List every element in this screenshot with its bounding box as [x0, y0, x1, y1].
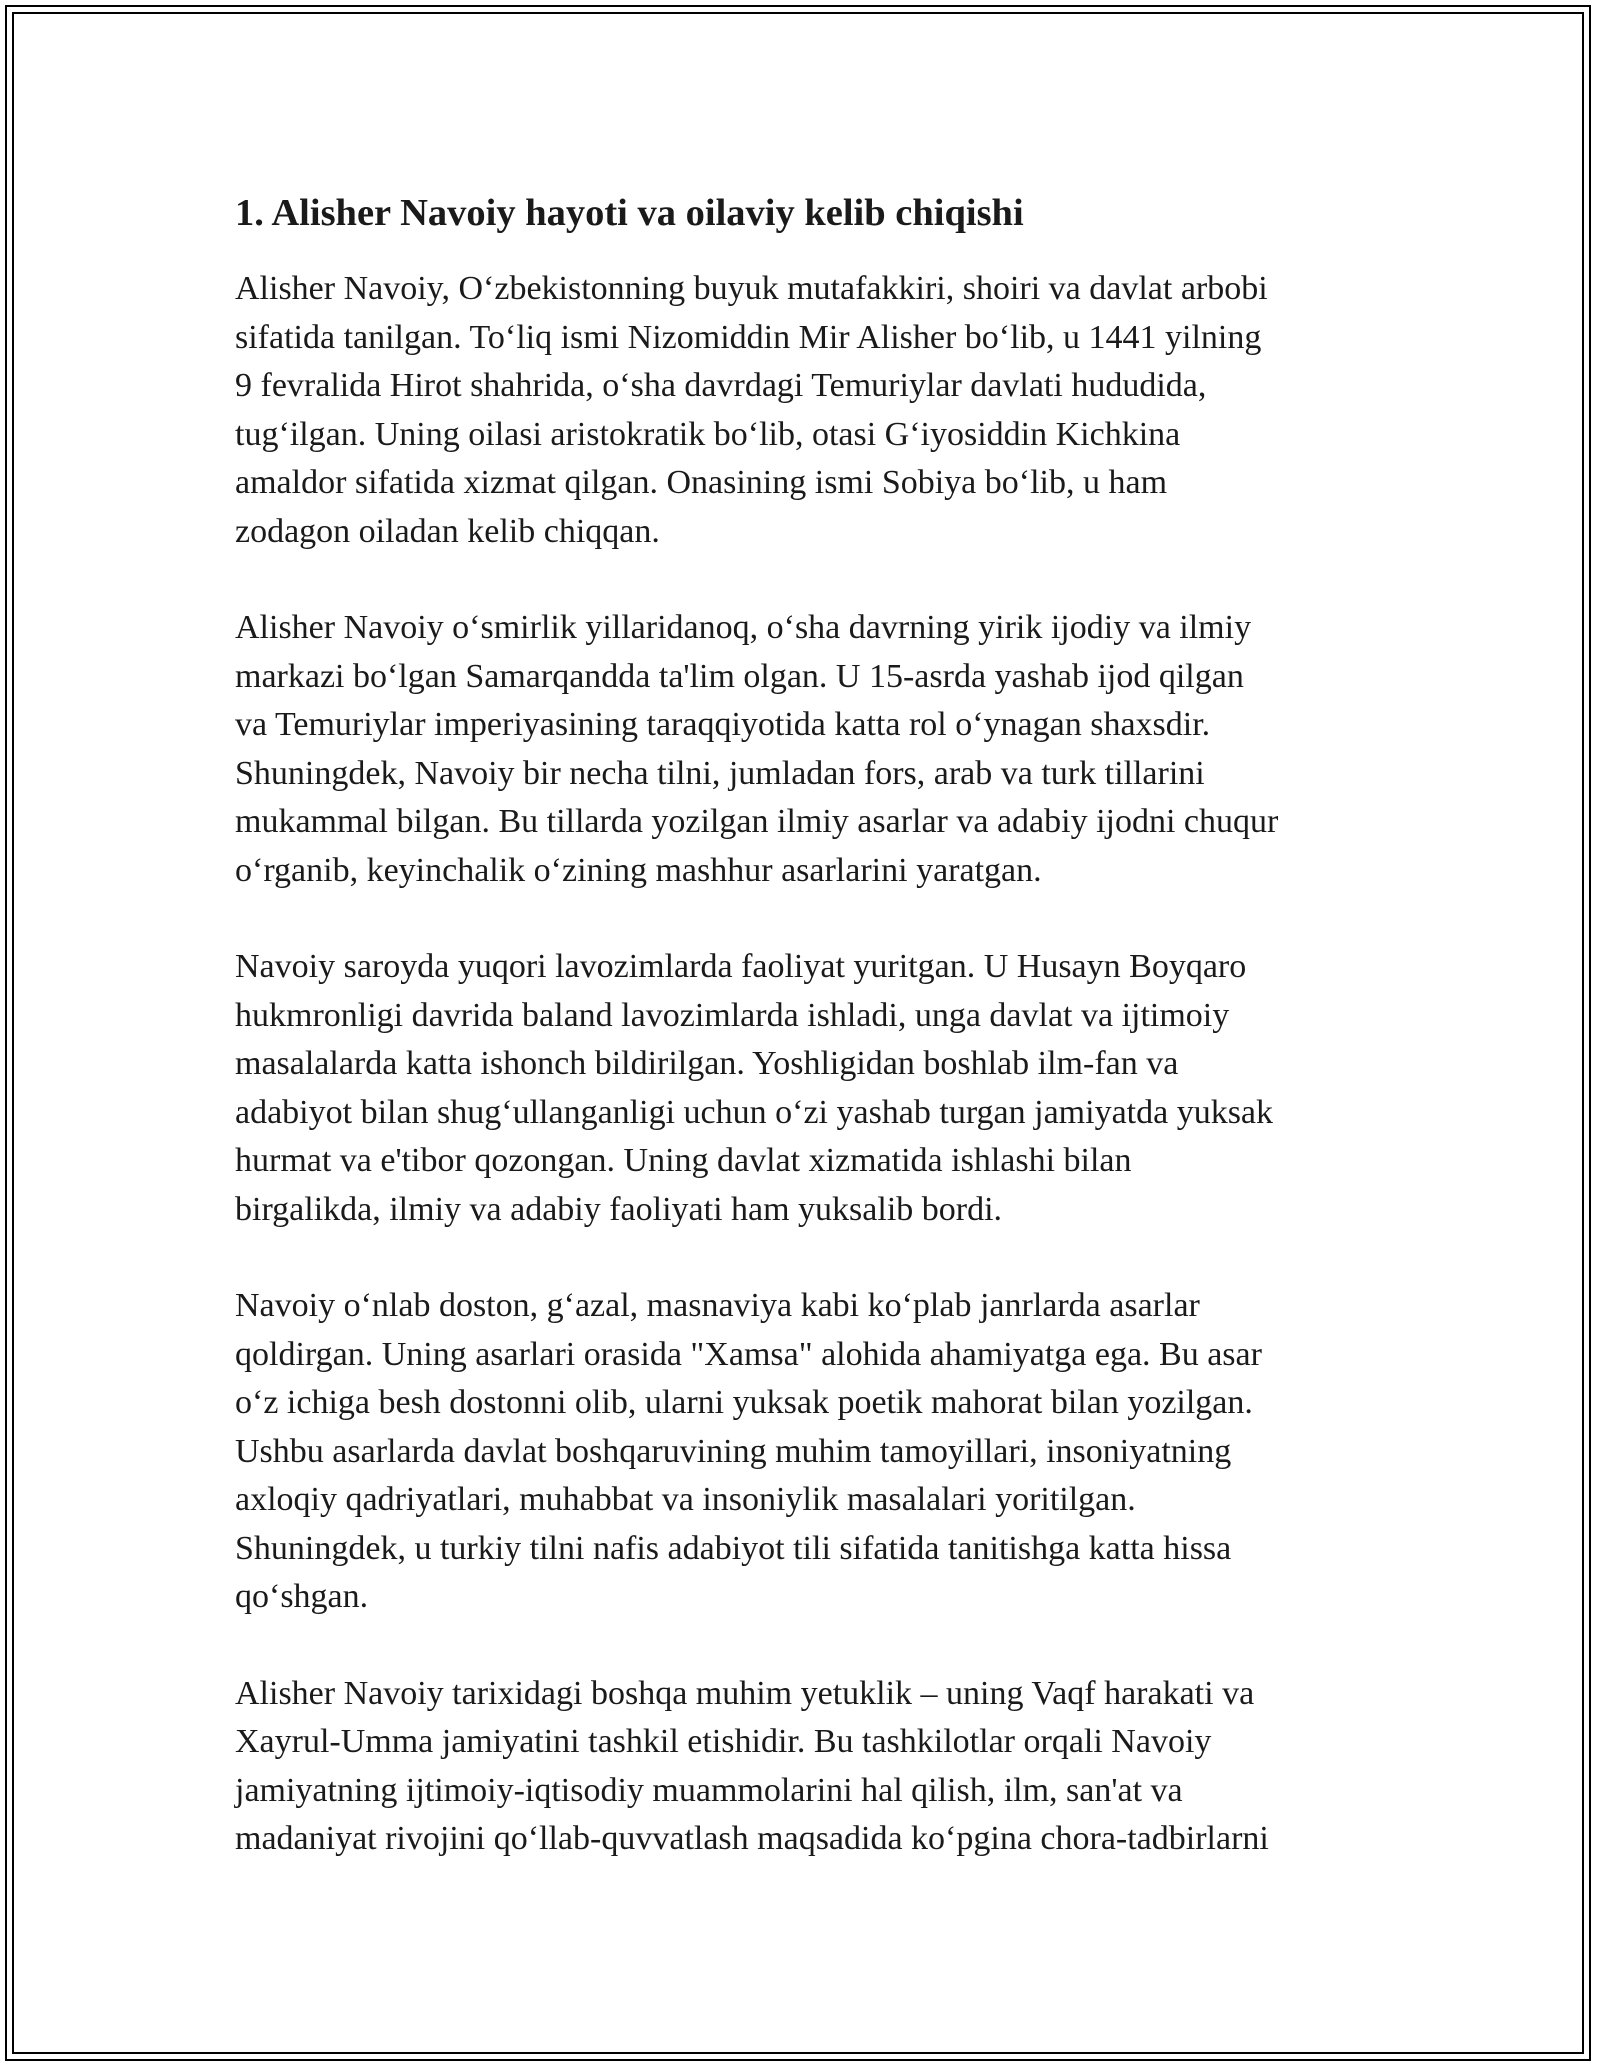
paragraph-5 [235, 1670, 1375, 1864]
text-line: Shuningdek, u turkiy tilni nafis adabiyot tili sifatida tanitishga katta hissa [235, 1529, 1232, 1567]
text-line: qoʻshgan. [235, 1578, 369, 1615]
text-line: markazi boʻlgan Samarqandda ta'lim olgan. U 15-asrda yashab ijod qilgan [235, 657, 1244, 695]
text-line: qoldirgan. Uning asarlari orasida "Xamsa" alohida ahamiyatga ega. Bu asar [235, 1335, 1262, 1373]
text-line: Alisher Navoiy oʻsmirlik yillaridanoq, oʻsha davrning yirik ijodiy va ilmiy [235, 609, 1252, 646]
text-line: jamiyatning ijtimoiy-iqtisodiy muammolarini hal qilish, ilm, san'at va [235, 1771, 1183, 1809]
text-line: hukmronligi davrida baland lavozimlarda ishladi, unga davlat va ijtimoiy [235, 996, 1230, 1034]
text-line: tugʻilgan. Uning oilasi aristokratik boʻlib, otasi Gʻiyosiddin Kichkina [235, 415, 1181, 453]
text-line: 9 fevralida Hirot shahrida, oʻsha davrdagi Temuriylar davlati hududida, [235, 367, 1207, 404]
paragraph-4 [235, 1282, 1375, 1622]
text-line: axloqiy qadriyatlari, muhabbat va insoniylik masalalari yoritilgan. [235, 1481, 1136, 1518]
text-line: oʻrganib, keyinchalik oʻzining mashhur asarlarini yaratgan. [235, 851, 1042, 889]
text-line: birgalikda, ilmiy va adabiy faoliyati ham yuksalib bordi. [235, 1190, 1003, 1228]
text-line: Alisher Navoiy, Oʻzbekistonning buyuk mutafakkiri, shoiri va davlat arbobi [235, 270, 1268, 307]
text-line: zodagon oiladan kelib chiqqan. [235, 512, 660, 550]
paragraph-1 [235, 265, 1375, 556]
text-line: va Temuriylar imperiyasining taraqqiyotida katta rol oʻynagan shaxsdir. [235, 706, 1211, 743]
text-line: mukammal bilgan. Bu tillarda yozilgan ilmiy asarlar va adabiy ijodni chuqur [235, 803, 1279, 840]
section-heading: 1. Alisher Navoiy hayoti va oilaviy kelib chiqishi [235, 192, 1024, 234]
text-line: Shuningdek, Navoiy bir necha tilni, jumladan fors, arab va turk tillarini [235, 754, 1205, 792]
text-line: Xayrul-Umma jamiyatini tashkil etishidir. Bu tashkilotlar orqali Navoiy [235, 1723, 1212, 1760]
paragraph-3 [235, 943, 1375, 1234]
text-line: sifatida tanilgan. Toʻliq ismi Nizomiddin Mir Alisher boʻlib, u 1441 yilning [235, 318, 1262, 356]
text-line: hurmat va e'tibor qozongan. Uning davlat xizmatida ishlashi bilan [235, 1142, 1132, 1179]
text-line: oʻz ichiga besh dostonni olib, ularni yuksak poetik mahorat bilan yozilgan. [235, 1384, 1253, 1421]
paragraph-2 [235, 604, 1375, 895]
text-line: amaldor sifatida xizmat qilgan. Onasining ismi Sobiya boʻlib, u ham [235, 464, 1168, 501]
text-line: Ushbu asarlarda davlat boshqaruvining muhim tamoyillari, insoniyatning [235, 1432, 1232, 1470]
text-line: Navoiy oʻnlab doston, gʻazal, masnaviya kabi koʻplab janrlarda asarlar [235, 1287, 1200, 1324]
text-line: madaniyat rivojini qoʻllab-quvvatlash maqsadida koʻpgina chora-tadbirlarni [235, 1820, 1269, 1857]
document-body [235, 185, 1375, 1912]
text-line: adabiyot bilan shugʻullanganligi uchun oʻzi yashab turgan jamiyatda yuksak [235, 1093, 1274, 1131]
text-line: Alisher Navoiy tarixidagi boshqa muhim yetuklik – uning Vaqf harakati va [235, 1674, 1255, 1712]
text-line: Navoiy saroyda yuqori lavozimlarda faoliyat yuritgan. U Husayn Boyqaro [235, 948, 1247, 985]
text-line: masalalarda katta ishonch bildirilgan. Yoshligidan boshlab ilm-fan va [235, 1045, 1179, 1082]
